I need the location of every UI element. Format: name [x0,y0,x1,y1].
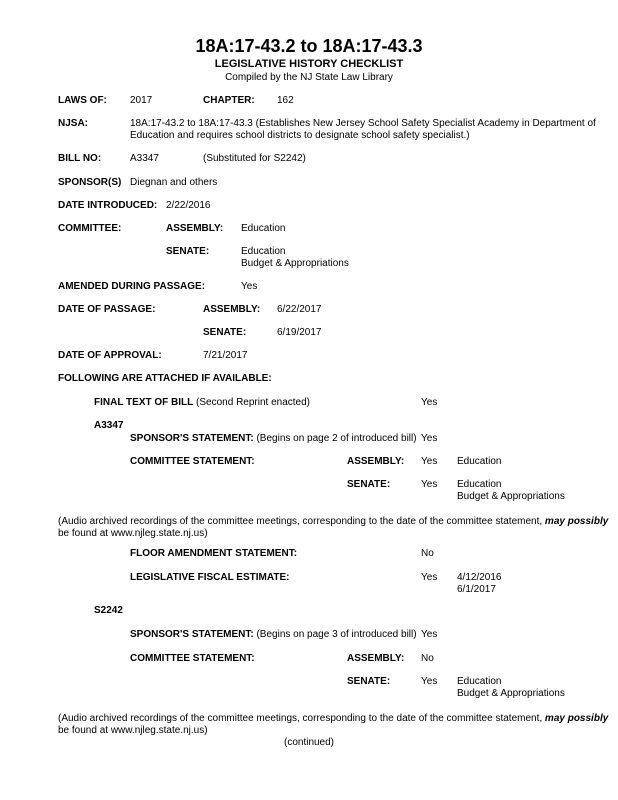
njsa-label: NJSA: [58,118,89,129]
passage-assembly-value: 6/22/2017 [277,304,322,315]
a3347-fiscal-value: Yes [421,572,438,583]
s2242-heading: S2242 [94,605,123,616]
a3347-audio-line-2: be found at www.njleg.state.nj.us) [58,528,208,539]
s2242-sponsor-value: Yes [421,629,438,640]
njsa-line-1: 18A:17-43.2 to 18A:17-43.3 (Establishes New Jersey School Safety Specialist Academy in Department of [130,118,596,129]
a3347-sponsor-value: Yes [421,433,438,444]
date-introduced-value: 2/22/2016 [166,200,211,211]
chapter-label: CHAPTER: [203,95,255,106]
a3347-audio-line-1 [58,516,608,528]
final-text-label: FINAL TEXT OF BILL [94,397,194,408]
compiled-by: Compiled by the NJ State Law Library [225,72,393,83]
s2242-audio-line-2: be found at www.njleg.state.nj.us) [58,725,208,736]
s2242-audio-line-1 [58,713,608,725]
a3347-senate-committee-2: Budget & Appropriations [457,491,565,502]
final-text-row [94,397,310,409]
a3347-fiscal-date-2: 6/1/2017 [457,584,496,595]
approval-value: 7/21/2017 [203,350,248,361]
s2242-assembly-label: ASSEMBLY: [347,653,405,664]
approval-label: DATE OF APPROVAL: [58,350,162,361]
s2242-sponsor-note: (Begins on page 3 of introduced bill) [256,629,417,640]
s2242-audio-emphasis: may possibly [544,713,609,724]
sponsors-label: SPONSOR(S) [58,177,122,188]
passage-assembly-label: ASSEMBLY: [203,304,261,315]
a3347-floor-label: FLOOR AMENDMENT STATEMENT: [130,548,298,559]
final-text-value: Yes [421,397,438,408]
s2242-sponsor-label: SPONSOR'S STATEMENT: [130,629,254,640]
page-title: 18A:17-43.2 to 18A:17-43.3 [195,36,423,56]
a3347-sponsor-row [130,433,417,445]
a3347-fiscal-label: LEGISLATIVE FISCAL ESTIMATE: [130,572,290,583]
committee-senate-value-1: Education [241,246,286,257]
laws-of-value: 2017 [130,95,153,106]
s2242-committee-label: COMMITTEE STATEMENT: [130,653,255,664]
bill-no-value: A3347 [130,153,159,164]
njsa-line-2: Education and requires school districts to designate school safety specialist.) [130,130,470,141]
date-introduced-label: DATE INTRODUCED: [58,200,158,211]
committee-label: COMMITTEE: [58,223,122,234]
continued-note: (continued) [283,737,335,748]
final-text-note: (Second Reprint enacted) [196,397,311,408]
s2242-senate-label: SENATE: [347,676,391,687]
committee-senate-value-2: Budget & Appropriations [241,258,349,269]
a3347-sponsor-label: SPONSOR'S STATEMENT: [130,433,254,444]
a3347-floor-value: No [421,548,434,559]
laws-of-label: LAWS OF: [58,95,107,106]
committee-assembly-label: ASSEMBLY: [166,223,224,234]
a3347-assembly-label: ASSEMBLY: [347,456,405,467]
sponsors-value: Diegnan and others [130,177,218,188]
s2242-senate-committee-2: Budget & Appropriations [457,688,565,699]
a3347-senate-label: SENATE: [347,479,391,490]
a3347-heading: A3347 [94,420,124,431]
s2242-senate-committee-1: Education [457,676,502,687]
a3347-senate-committee-1: Education [457,479,502,490]
passage-senate-label: SENATE: [203,327,247,338]
attached-heading: FOLLOWING ARE ATTACHED IF AVAILABLE: [58,373,272,384]
passage-label: DATE OF PASSAGE: [58,304,156,315]
a3347-senate-value: Yes [421,479,438,490]
page-subtitle: LEGISLATIVE HISTORY CHECKLIST [214,58,404,70]
a3347-assembly-value: Yes [421,456,438,467]
chapter-value: 162 [277,95,294,106]
a3347-audio-text: (Audio archived recordings of the committee meetings, corresponding to the date of the committee statement, [58,516,543,527]
s2242-audio-text: (Audio archived recordings of the committee meetings, corresponding to the date of the committee statement, [58,713,543,724]
passage-senate-value: 6/19/2017 [277,327,322,338]
a3347-fiscal-date-1: 4/12/2016 [457,572,502,583]
committee-senate-label: SENATE: [166,246,210,257]
a3347-sponsor-note: (Begins on page 2 of introduced bill) [256,433,417,444]
bill-no-label: BILL NO: [58,153,102,164]
s2242-assembly-value: No [421,653,434,664]
s2242-sponsor-row [130,629,417,641]
amended-value: Yes [241,281,258,292]
s2242-senate-value: Yes [421,676,438,687]
a3347-assembly-committee: Education [457,456,502,467]
a3347-committee-label: COMMITTEE STATEMENT: [130,456,255,467]
bill-no-note: (Substituted for S2242) [203,153,306,164]
committee-assembly-value: Education [241,223,286,234]
a3347-audio-emphasis: may possibly [544,516,609,527]
amended-label: AMENDED DURING PASSAGE: [58,281,206,292]
